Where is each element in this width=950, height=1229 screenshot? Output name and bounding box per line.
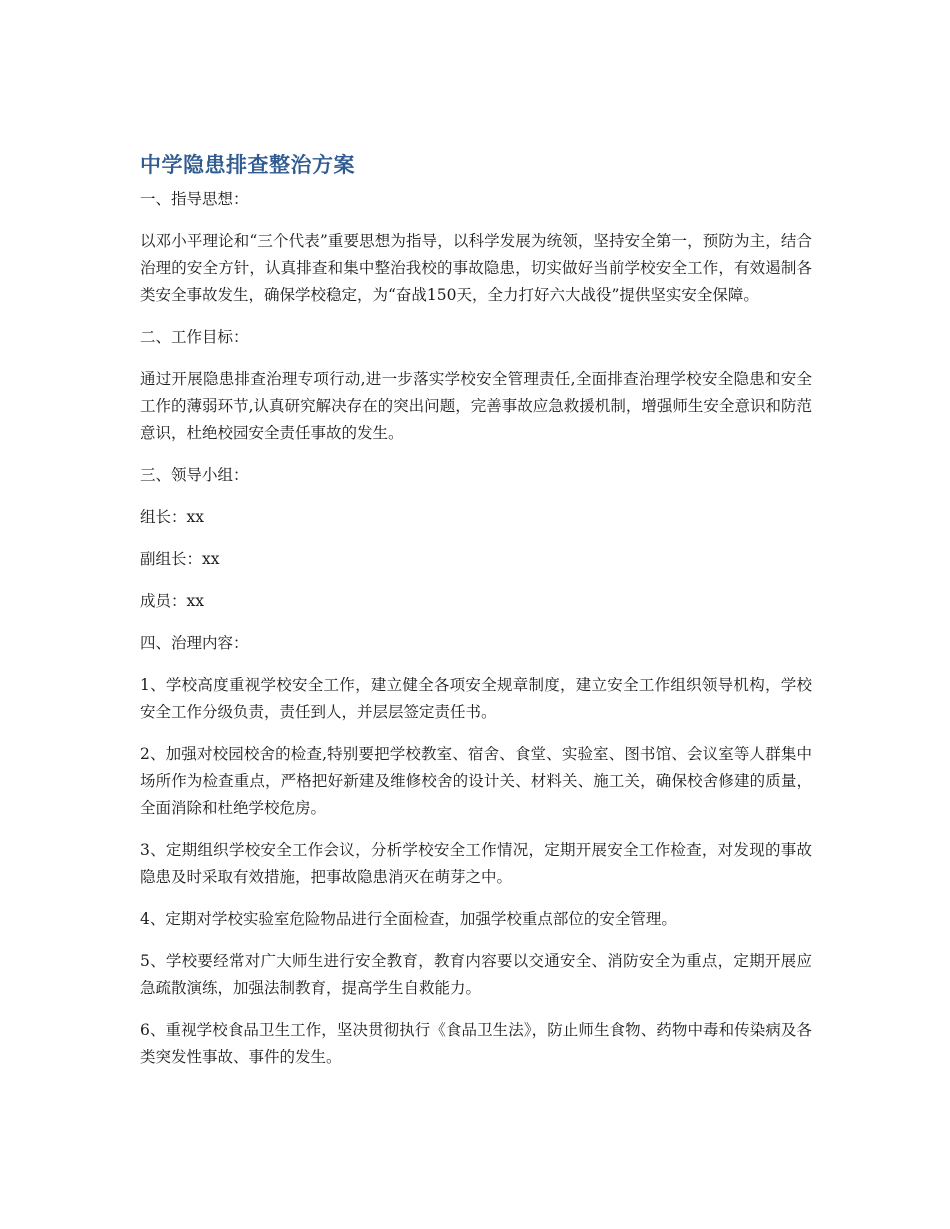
section-heading-guiding-ideology: 一、指导思想： — [140, 190, 249, 208]
section-heading-leadership-group: 三、领导小组： — [140, 466, 249, 484]
list-item: 3、定期组织学校安全工作会议，分析学校安全工作情况，定期开展安全工作检查，对发现的事故隐患及时采取有效措施，把事故隐患消灭在萌芽之中。 — [140, 841, 812, 886]
paragraph-guiding-ideology: 以邓小平理论和“三个代表”重要思想为指导，以科学发展为统领，坚持安全第一，预防为主，结合治理的安全方针，认真排查和集中整治我校的事故隐患，切实做好当前学校安全工作，有效遏制各类安全事故发生，确保学校稳定，为“奋战150天，全力打好六大战役”提供坚实安全保障。 — [140, 232, 812, 304]
list-item: 5、学校要经常对广大师生进行安全教育，教育内容要以交通安全、消防安全为重点，定期开展应急疏散演练，加强法制教育，提高学生自救能力。 — [140, 952, 812, 997]
list-item: 1、学校高度重视学校安全工作，建立健全各项安全规章制度，建立安全工作组织领导机构，学校安全工作分级负责，责任到人，并层层签定责任书。 — [140, 676, 812, 721]
section-heading-work-goals: 二、工作目标： — [140, 328, 249, 346]
document-page — [140, 150, 812, 1086]
paragraph-work-goals: 通过开展隐患排查治理专项行动,进一步落实学校安全管理责任,全面排查治理学校安全隐患和安全工作的薄弱环节,认真研究解决存在的突出问题，完善事故应急救援机制，增强师生安全意识和防范意识，杜绝校园安全责任事故的发生。 — [140, 370, 812, 442]
page-title: 中学隐患排查整治方案 — [140, 153, 355, 177]
deputy-leader-line: 副组长：xx — [140, 550, 220, 568]
list-item: 4、定期对学校实验室危险物品进行全面检查，加强学校重点部位的安全管理。 — [140, 910, 677, 928]
leader-line: 组长：xx — [140, 508, 204, 526]
list-item: 2、加强对校园校舍的检查,特别要把学校教室、宿舍、食堂、实验室、图书馆、会议室等人群集中场所作为检查重点，严格把好新建及维修校舍的设计关、材料关、施工关，确保校舍修建的质量，全面消除和杜绝学校危房。 — [140, 745, 812, 817]
list-item: 6、重视学校食品卫生工作，坚决贯彻执行《食品卫生法》，防止师生食物、药物中毒和传染病及各类突发性事故、事件的发生。 — [140, 1021, 812, 1066]
members-line: 成员：xx — [140, 592, 204, 610]
section-heading-governance-content: 四、治理内容： — [140, 634, 249, 652]
